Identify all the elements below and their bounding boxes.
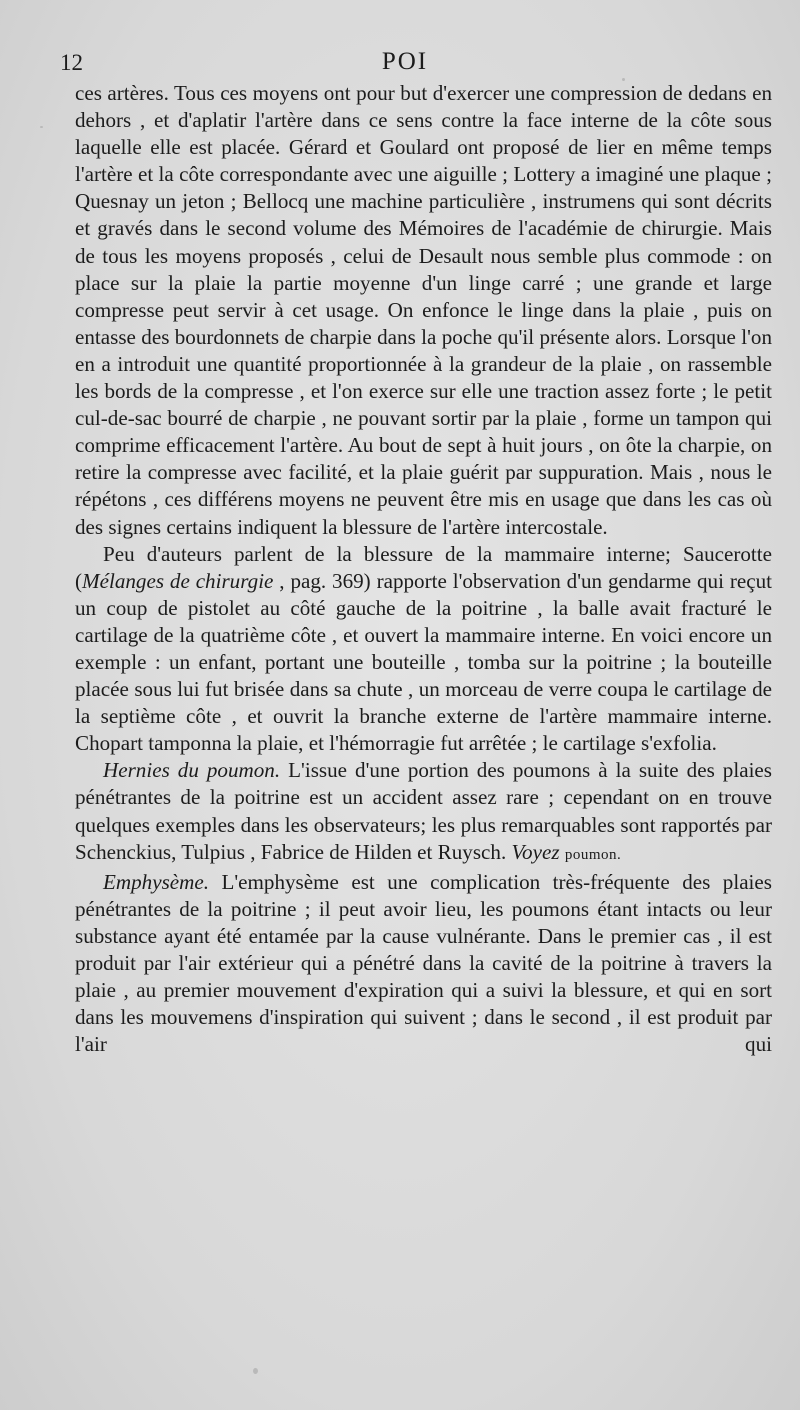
page-number: 12 xyxy=(60,50,83,75)
paper-speck xyxy=(40,126,43,128)
body-text xyxy=(75,80,772,1058)
paragraph-mammaire-interne xyxy=(75,541,772,758)
section-heading-hernies: Hernies du poumon. xyxy=(103,758,281,783)
cross-reference-voyez: Voyez xyxy=(511,839,560,864)
text-span: Peu d'auteurs parlent de la blessure de la mammaire interne; Saucerotte ( xyxy=(75,541,772,593)
paragraph-artere-intercostale: ces artères. Tous ces moyens ont pour but d'exercer une compression de dedans en dehors , et d'aplatir l'artère dans ce sens contre la face interne de la côte sous laquelle elle est placée. Gérard et Goulard ont proposé de lier en même temps l'artère et la côte correspondante avec une aiguille ; Lottery a imaginé une plaque ; Quesnay un jeton ; Bellocq une machine particulière , instrumens qui sont décrits et gravés dans le second volume des Mémoires de l'académie de chirurgie. Mais de tous les moyens proposés , celui de Desault nous semble plus commode : on place sur la plaie la partie moyenne d'un linge carré ; une grande et large compresse peut servir à cet usage. On enfonce le linge dans la plaie , puis on entasse des bourdonnets de charpie dans la poche qu'il présente alors. Lorsque l'on en a introduit une quantité proportionnée à la grandeur de la plaie , on rassemble les bords de la compresse , et l'on exerce sur elle une traction assez forte ; le petit cul-de-sac bourré de charpie , ne pouvant sortir par la plaie , forme un tampon qui comprime efficacement l'artère. Au bout de sept à huit jours , on ôte la charpie, on retire la compresse avec facilité, et la plaie guérit par suppuration. Mais , nous le répétons , ces différens moyens ne peuvent être mis en usage que dans les cas où des signes certains indiquent la blessure de l'artère intercostale. xyxy=(75,81,772,539)
book-title-melanges: Mélanges de chirurgie xyxy=(82,568,274,593)
paragraph-hernies-du-poumon xyxy=(75,757,772,868)
text-span: L'issue d'une portion des poumons à la suite des plaies pénétrantes de la poitrine est un accident assez rare ; cependant on en trouve quelques exemples dans les observateurs; les plus remarquables sont rapportés par Schenckius, Tulpius , Fabrice de Hilden et Ruysch. xyxy=(75,758,773,864)
running-head: POI xyxy=(381,48,429,75)
paper-speck xyxy=(622,78,625,81)
text-span: , pag. 369) rapporte l'observation d'un gendarme qui reçut un coup de pistolet au côté gauche de la poitrine , la balle avait fracturé le cartilage de la quatrième côte , et ouvert la mammaire interne. En voici encore un exemple : un enfant, portant une bouteille , tomba sur la poitrine ; la bouteille placée sous lui fut brisée dans sa chute , un morceau de verre coupa le cartilage de la septième côte , et ouvrit la branche externe de l'artère mammaire interne. Chopart tamponna la plaie, et l'hémorragie fut arrêtée ; le cartilage s'exfolia. xyxy=(75,568,772,756)
paragraph-emphyseme xyxy=(75,869,772,1059)
cross-reference-target: poumon. xyxy=(564,846,622,863)
text-span: L'emphysème est une complication très-fréquente des plaies pénétrantes de la poitrine ; il peut avoir lieu, les poumons étant intacts ou leur substance ayant été entamée par la cause vulnérante. Dans le premier cas , il est produit par l'air extérieur qui a pénétré dans la cavité de la poitrine à travers la plaie , au premier mouvement d'expiration qui a suivi la blessure, et qui en sort dans les mouvemens d'inspiration qui suivent ; dans le second , il est produit par l'air qui xyxy=(75,869,772,1057)
page-header xyxy=(60,48,750,78)
paper-speck xyxy=(253,1368,258,1374)
section-heading-emphyseme: Emphysème. xyxy=(103,869,210,894)
